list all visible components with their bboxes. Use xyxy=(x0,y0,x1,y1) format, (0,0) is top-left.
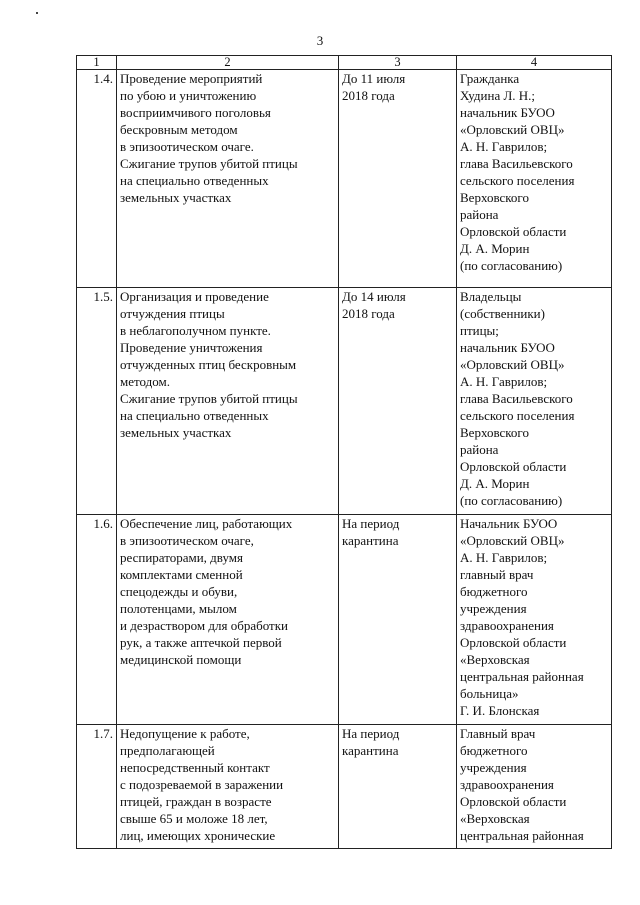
responsible-line: Верховского xyxy=(460,425,529,440)
term-line: До 11 июля xyxy=(342,71,406,86)
responsible-line: здравоохранения xyxy=(460,777,554,792)
activity-line: лиц, имеющих хронические xyxy=(120,828,276,843)
page-number: 3 xyxy=(316,33,324,48)
responsible-cell xyxy=(457,288,612,515)
responsible-line: главный врач xyxy=(460,567,534,582)
activity-line: предполагающей xyxy=(120,743,215,758)
activity-line: бескровным методом xyxy=(120,122,238,137)
responsible-cell xyxy=(457,725,612,849)
term-line: До 14 июля xyxy=(342,289,406,304)
responsible-line: начальник БУОО xyxy=(460,340,555,355)
table-row xyxy=(77,288,612,515)
responsible-line: А. Н. Гаврилов; xyxy=(460,139,548,154)
item-number: 1.4. xyxy=(77,70,117,288)
responsible-line: птицы; xyxy=(460,323,499,338)
responsible-line: центральная районная xyxy=(460,828,584,843)
activity-cell xyxy=(117,70,339,288)
responsible-line: «Верховская xyxy=(460,811,530,826)
table-row xyxy=(77,70,612,288)
responsible-line: Д. А. Морин xyxy=(460,241,530,256)
responsible-line: больница» xyxy=(460,686,519,701)
column-header: 2 xyxy=(117,56,339,70)
activity-line: Проведение уничтожения xyxy=(120,340,263,355)
responsible-line: Гражданка xyxy=(460,71,520,86)
term-line: На период xyxy=(342,516,400,531)
responsible-line: глава Васильевского xyxy=(460,391,573,406)
responsible-line: Владельцы xyxy=(460,289,522,304)
column-header: 4 xyxy=(457,56,612,70)
responsible-line: А. Н. Гаврилов; xyxy=(460,374,548,389)
responsible-line: Д. А. Морин xyxy=(460,476,530,491)
activity-line: рук, а также аптечкой первой xyxy=(120,635,282,650)
responsible-line: (по согласованию) xyxy=(460,493,563,508)
table-header-row xyxy=(77,56,612,70)
responsible-line: здравоохранения xyxy=(460,618,554,633)
term-cell xyxy=(339,515,457,725)
term-cell xyxy=(339,725,457,849)
activity-line: на специально отведенных xyxy=(120,408,269,423)
responsible-line: (собственники) xyxy=(460,306,545,321)
activity-line: по убою и уничтожению xyxy=(120,88,257,103)
responsible-line: «Верховская xyxy=(460,652,530,667)
activity-line: спецодежды и обуви, xyxy=(120,584,238,599)
responsible-line: бюджетного xyxy=(460,584,528,599)
activity-line: медицинской помощи xyxy=(120,652,242,667)
responsible-line: района xyxy=(460,442,499,457)
term-cell xyxy=(339,70,457,288)
responsible-line: сельского поселения xyxy=(460,173,575,188)
activity-line: Организация и проведение xyxy=(120,289,269,304)
item-number: 1.7. xyxy=(77,725,117,849)
activity-line: Обеспечение лиц, работающих xyxy=(120,516,293,531)
responsible-line: Орловской области xyxy=(460,635,567,650)
activity-line: Недопущение к работе, xyxy=(120,726,250,741)
activity-line: и дезраствором для обработки xyxy=(120,618,288,633)
activity-cell xyxy=(117,515,339,725)
activity-line: респираторами, двумя xyxy=(120,550,244,565)
responsible-line: сельского поселения xyxy=(460,408,575,423)
measures-table xyxy=(76,55,612,849)
responsible-line: «Орловский ОВЦ» xyxy=(460,122,565,137)
column-header: 1 xyxy=(77,56,117,70)
responsible-line: начальник БУОО xyxy=(460,105,555,120)
activity-line: свыше 65 и моложе 18 лет, xyxy=(120,811,268,826)
activity-line: земельных участках xyxy=(120,190,232,205)
term-line: На период xyxy=(342,726,400,741)
responsible-line: Орловской области xyxy=(460,459,567,474)
item-number: 1.5. xyxy=(77,288,117,515)
term-line: 2018 года xyxy=(342,306,395,321)
responsible-line: Г. И. Блонская xyxy=(460,703,540,718)
activity-line: на специально отведенных xyxy=(120,173,269,188)
responsible-cell xyxy=(457,70,612,288)
activity-line: в неблагополучном пункте. xyxy=(120,323,271,338)
activity-cell xyxy=(117,288,339,515)
responsible-cell xyxy=(457,515,612,725)
term-line: 2018 года xyxy=(342,88,395,103)
responsible-line: Главный врач xyxy=(460,726,536,741)
activity-line: непосредственный контакт xyxy=(120,760,270,775)
activity-line: восприимчивого поголовья xyxy=(120,105,271,120)
column-header: 3 xyxy=(339,56,457,70)
responsible-line: Орловской области xyxy=(460,224,567,239)
activity-line: птицей, граждан в возрасте xyxy=(120,794,272,809)
activity-line: методом. xyxy=(120,374,170,389)
activity-line: с подозреваемой в заражении xyxy=(120,777,284,792)
responsible-line: А. Н. Гаврилов; xyxy=(460,550,548,565)
responsible-line: центральная районная xyxy=(460,669,584,684)
table-row xyxy=(77,515,612,725)
responsible-line: (по согласованию) xyxy=(460,258,563,273)
responsible-line: глава Васильевского xyxy=(460,156,573,171)
responsible-line: учреждения xyxy=(460,760,527,775)
responsible-line: бюджетного xyxy=(460,743,528,758)
term-line: карантина xyxy=(342,533,399,548)
responsible-line: Худина Л. Н.; xyxy=(460,88,536,103)
activity-line: полотенцами, мылом xyxy=(120,601,237,616)
activity-line: отчужденных птиц бескровным xyxy=(120,357,297,372)
activity-line: Сжигание трупов убитой птицы xyxy=(120,156,298,171)
activity-line: в эпизоотическом очаге, xyxy=(120,533,254,548)
table-row xyxy=(77,725,612,849)
activity-line: Проведение мероприятий xyxy=(120,71,263,86)
responsible-line: Верховского xyxy=(460,190,529,205)
activity-line: отчуждения птицы xyxy=(120,306,225,321)
activity-line: земельных участках xyxy=(120,425,232,440)
responsible-line: Начальник БУОО xyxy=(460,516,558,531)
responsible-line: «Орловский ОВЦ» xyxy=(460,533,565,548)
term-line: карантина xyxy=(342,743,399,758)
responsible-line: района xyxy=(460,207,499,222)
term-cell xyxy=(339,288,457,515)
scan-speck xyxy=(36,12,38,14)
activity-line: комплектами сменной xyxy=(120,567,243,582)
activity-line: Сжигание трупов убитой птицы xyxy=(120,391,298,406)
activity-cell xyxy=(117,725,339,849)
item-number: 1.6. xyxy=(77,515,117,725)
responsible-line: «Орловский ОВЦ» xyxy=(460,357,565,372)
responsible-line: Орловской области xyxy=(460,794,567,809)
activity-line: в эпизоотическом очаге. xyxy=(120,139,254,154)
responsible-line: учреждения xyxy=(460,601,527,616)
